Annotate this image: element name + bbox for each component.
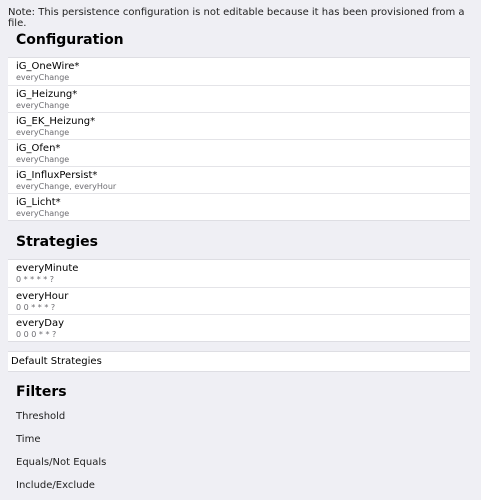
configuration-item-name: iG_InfluxPersist* — [16, 170, 98, 181]
configuration-item-strategies: everyChange — [16, 155, 70, 164]
filter-threshold[interactable]: Threshold — [16, 411, 66, 422]
default-strategies-row[interactable] — [8, 351, 470, 372]
configuration-item-strategies: everyChange — [16, 128, 70, 137]
configuration-item[interactable] — [8, 193, 470, 220]
filter-time[interactable]: Time — [16, 434, 41, 445]
readonly-note: Note: This persistence configuration is not editable because it has been provisioned from a file. — [8, 7, 465, 29]
configuration-item[interactable] — [8, 112, 470, 139]
strategy-item[interactable] — [8, 260, 470, 287]
configuration-item-strategies: everyChange, everyHour — [16, 182, 117, 191]
default-strategies-label: Default Strategies — [11, 356, 102, 367]
strategy-item-name: everyHour — [16, 291, 69, 302]
strategy-item[interactable] — [8, 314, 470, 341]
filters-heading: Filters — [16, 384, 67, 400]
strategy-item-cron: 0 0 0 * * ? — [16, 330, 57, 339]
configuration-item-name: iG_Heizung* — [16, 89, 78, 100]
configuration-item[interactable] — [8, 58, 470, 85]
strategy-item[interactable] — [8, 287, 470, 314]
configuration-item-name: iG_Ofen* — [16, 143, 61, 154]
filter-equals-not-equals[interactable]: Equals/Not Equals — [16, 457, 107, 468]
configuration-item[interactable] — [8, 166, 470, 193]
configuration-item-name: iG_OneWire* — [16, 61, 80, 72]
configuration-heading: Configuration — [16, 32, 124, 48]
strategy-item-name: everyMinute — [16, 263, 79, 274]
strategy-item-cron: 0 0 * * * ? — [16, 303, 56, 312]
strategy-item-name: everyDay — [16, 318, 64, 329]
configuration-item[interactable] — [8, 85, 470, 112]
strategy-item-cron: 0 * * * * ? — [16, 275, 55, 284]
strategies-list — [8, 259, 470, 342]
configuration-item-name: iG_Licht* — [16, 197, 61, 208]
configuration-item-strategies: everyChange — [16, 101, 70, 110]
configuration-item-name: iG_EK_Heizung* — [16, 116, 96, 127]
strategies-heading: Strategies — [16, 234, 98, 250]
configuration-item-strategies: everyChange — [16, 73, 70, 82]
filter-include-exclude[interactable]: Include/Exclude — [16, 480, 95, 491]
configuration-item-strategies: everyChange — [16, 209, 70, 218]
configuration-list — [8, 57, 470, 221]
configuration-item[interactable] — [8, 139, 470, 166]
